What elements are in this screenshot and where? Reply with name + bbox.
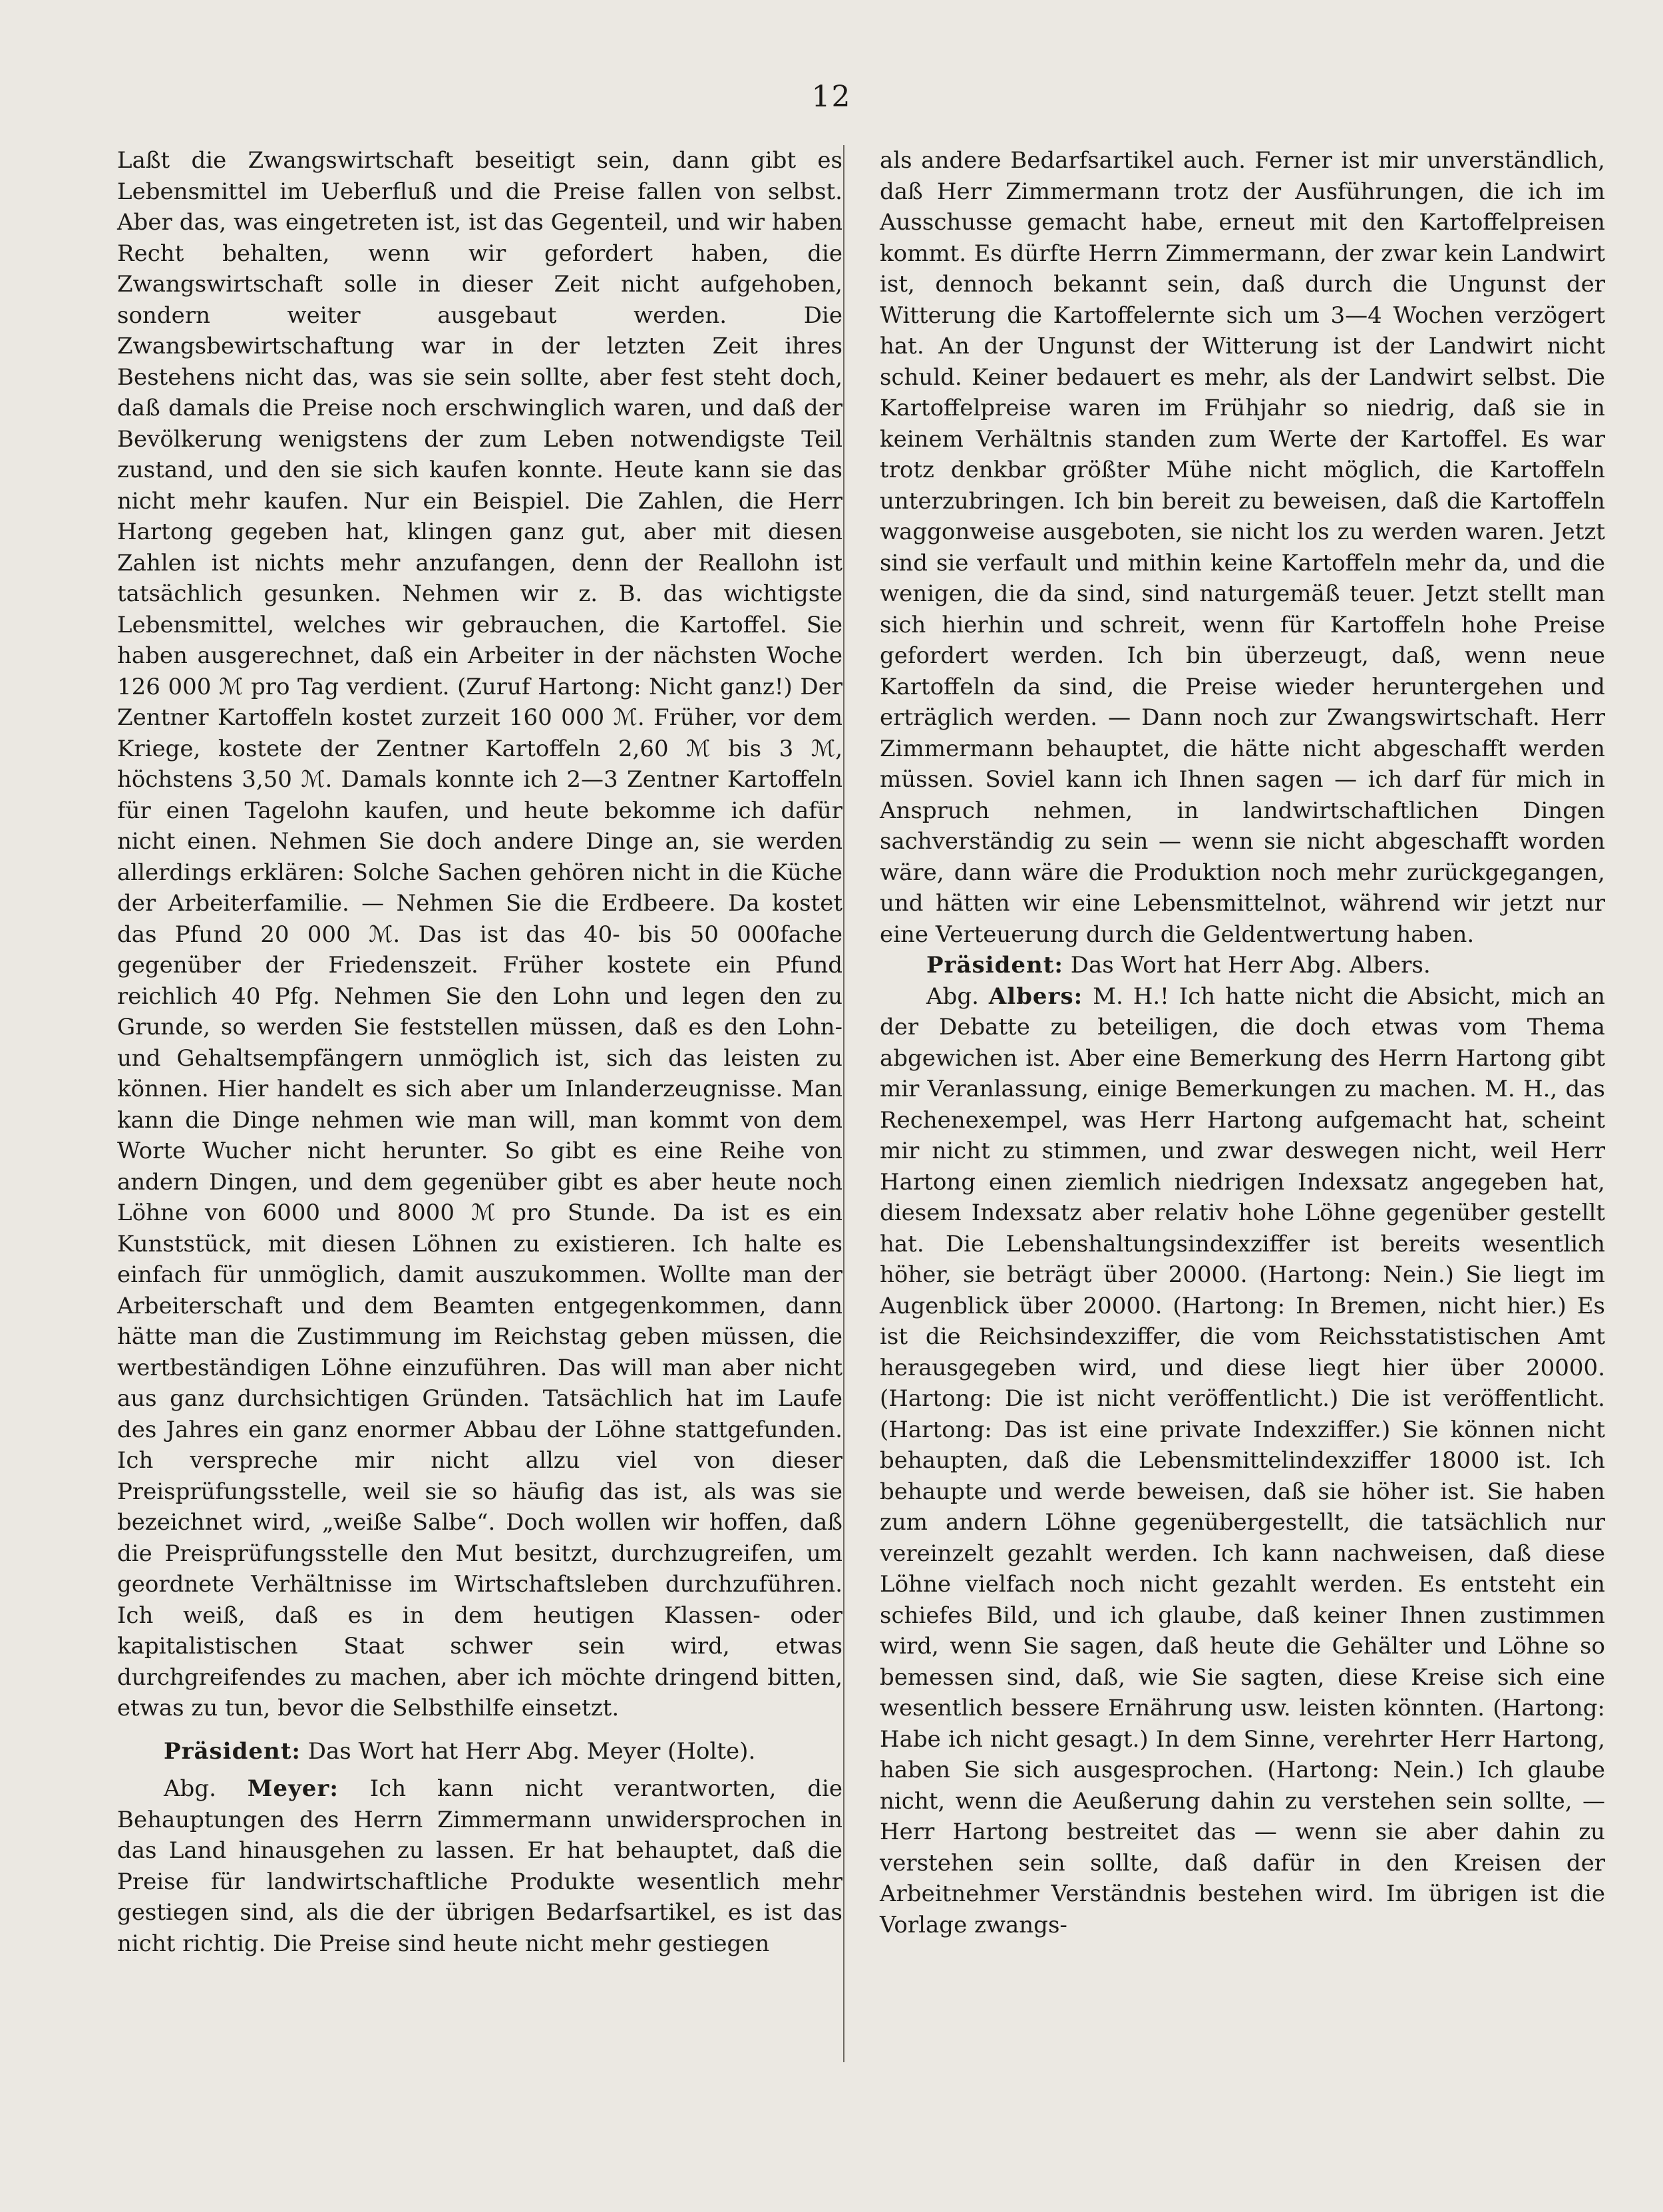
left-column <box>117 145 842 1959</box>
speaker-name: Präsident: <box>164 1737 301 1765</box>
speaker-paragraph <box>880 950 1605 981</box>
speaker-paragraph <box>117 1773 842 1959</box>
page-number: 12 <box>811 80 852 114</box>
speaker-text: Das Wort hat Herr Abg. Meyer (Holte). <box>307 1737 756 1765</box>
speaker-name: Albers: <box>988 983 1083 1010</box>
speaker-prefix: Abg. <box>164 1775 216 1802</box>
speaker-name: Meyer: <box>247 1775 339 1802</box>
speaker-paragraph <box>880 981 1605 1941</box>
column-divider <box>843 145 844 2062</box>
paragraph: Laßt die Zwangswirtschaft beseitigt sein, dann gibt es Lebensmittel im Ueberfluß und die Preise fallen von selbst. Aber das, was eingetreten ist, ist das Gegenteil, und wir haben Recht behalten, wenn wir gefordert haben, die Zwangswirtschaft solle in dieser Zeit nicht aufgehoben, sondern weiter ausgebaut werden. Die Zwangsbewirtschaftung war in der letzten Zeit ihres Bestehens nicht das, was sie sein sollte, aber fest steht doch, daß damals die Preise noch erschwinglich waren, und daß der Bevölkerung wenigstens der zum Leben notwendigste Teil zustand, und den sie sich kaufen konnte. Heute kann sie das nicht mehr kaufen. Nur ein Beispiel. Die Zahlen, die Herr Hartong gegeben hat, klingen ganz gut, aber mit diesen Zahlen ist nichts mehr anzufangen, denn der Reallohn ist tatsächlich gesunken. Nehmen wir z. B. das wichtigste Lebensmittel, welches wir gebrauchen, die Kartoffel. Sie haben ausgerechnet, daß ein Arbeiter in der nächsten Woche 126 000 ℳ pro Tag verdient. (Zuruf Hartong: Nicht ganz!) Der Zentner Kartoffeln kostet zurzeit 160 000 ℳ. Früher, vor dem Kriege, kostete der Zentner Kartoffeln 2,60 ℳ bis 3 ℳ, höchstens 3,50 ℳ. Damals konnte ich 2—3 Zentner Kartoffeln für einen Tagelohn kaufen, und heute bekomme ich dafür nicht einen. Nehmen Sie doch andere Dinge an, sie werden allerdings erklären: Solche Sachen gehören nicht in die Küche der Arbeiterfamilie. — Nehmen Sie die Erdbeere. Da kostet das Pfund 20 000 ℳ. Das ist das 40- bis 50 000fache gegenüber der Friedenszeit. Früher kostete ein Pfund reichlich 40 Pfg. Nehmen Sie den Lohn und legen den zu Grunde, so werden Sie feststellen müssen, daß es den Lohn- und Gehaltsempfängern unmöglich ist, sich das leisten zu können. Hier handelt es sich aber um Inlanderzeugnisse. Man kann die Dinge nehmen wie man will, man kommt von dem Worte Wucher nicht herunter. So gibt es eine Reihe von andern Dingen, und dem gegenüber gibt es aber heute noch Löhne von 6000 und 8000 ℳ pro Stunde. Da ist es ein Kunststück, mit diesen Löhnen zu existieren. Ich halte es einfach für unmöglich, damit auszukommen. Wollte man der Arbeiterschaft und dem Beamten entgegenkommen, dann hätte man die Zustimmung im Reichstag geben müssen, die wertbeständigen Löhne einzuführen. Das will man aber nicht aus ganz durchsichtigen Gründen. Tatsächlich hat im Laufe des Jahres ein ganz enormer Abbau der Löhne stattgefunden. Ich verspreche mir nicht allzu viel von dieser Preisprüfungsstelle, weil sie so häufig das ist, als was sie bezeichnet wird, „weiße Salbe“. Doch wollen wir hoffen, daß die Preisprüfungsstelle den Mut besitzt, durchzugreifen, um geordnete Verhältnisse im Wirtschaftsleben durchzuführen. Ich weiß, daß es in dem heutigen Klassen- oder kapitalistischen Staat schwer sein wird, etwas durchgreifendes zu machen, aber ich möchte dringend bitten, etwas zu tun, bevor die Selbsthilfe einsetzt. <box>117 147 842 1721</box>
speaker-text: Ich kann nicht verantworten, die Behauptungen des Herrn Zimmermann unwidersprochen in das Land hinausgehen zu lassen. Er hat behauptet, daß die Preise für landwirtschaftliche Produkte wesentlich mehr gestiegen sind, als die der übrigen Bedarfsartikel, es ist das nicht richtig. Die Preise sind heute nicht mehr gestiegen <box>117 1775 843 1957</box>
paragraph: als andere Bedarfsartikel auch. Ferner ist mir unverständlich, daß Herr Zimmermann trotz der Ausführungen, die ich im Ausschusse gemacht habe, erneut mit den Kartoffelpreisen kommt. Es dürfte Herrn Zimmermann, der zwar kein Landwirt ist, dennoch bekannt sein, daß durch die Ungunst der Witterung die Kartoffelernte sich um 3—4 Wochen verzögert hat. An der Ungunst der Witterung ist der Landwirt nicht schuld. Keiner bedauert es mehr, als der Landwirt selbst. Die Kartoffelpreise waren im Frühjahr so niedrig, daß sie in keinem Verhältnis standen zum Werte der Kartoffel. Es war trotz denkbar größter Mühe nicht möglich, die Kartoffeln unterzubringen. Ich bin bereit zu beweisen, daß die Kartoffeln waggonweise ausgeboten, sie nicht los zu werden waren. Jetzt sind sie verfault und mithin keine Kartoffeln mehr da, und die wenigen, die da sind, sind naturgemäß teuer. Jetzt stellt man sich hierhin und schreit, wenn für Kartoffeln hohe Preise gefordert werden. Ich bin überzeugt, daß, wenn neue Kartoffeln da sind, die Preise wieder heruntergehen und erträglich werden. — Dann noch zur Zwangswirtschaft. Herr Zimmermann behauptet, die hätte nicht abgeschafft werden müssen. Soviel kann ich Ihnen sagen — ich darf für mich in Anspruch nehmen, in landwirtschaftlichen Dingen sachverständig zu sein — wenn sie nicht abgeschafft worden wäre, dann wäre die Produktion noch mehr zurückgegangen, und hätten wir eine Lebensmittelnot, während wir jetzt nur eine Verteuerung durch die Geldentwertung haben. <box>880 147 1605 948</box>
speaker-paragraph <box>117 1736 842 1767</box>
speaker-text: M. H.! Ich hatte nicht die Absicht, mich an der Debatte zu beteiligen, die doch etwas vom Thema abgewichen ist. Aber eine Bemerkung des Herrn Hartong gibt mir Veranlassung, einige Bemerkungen zu machen. M. H., das Rechenexempel, was Herr Hartong aufgemacht hat, scheint mir nicht zu stimmen, und zwar deswegen nicht, weil Herr Hartong einen ziemlich niedrigen Indexsatz angegeben hat, diesem Indexsatz aber relativ hohe Löhne gegenüber gestellt hat. Die Lebenshaltungsindexziffer ist bereits wesentlich höher, sie beträgt über 20000. (Hartong: Nein.) Sie liegt im Augenblick über 20000. (Hartong: In Bremen, nicht hier.) Es ist die Reichsindexziffer, die vom Reichsstatistischen Amt herausgegeben wird, und diese liegt hier über 20000. (Hartong: Die ist nicht veröffentlicht.) Die ist veröffentlicht. (Hartong: Das ist eine private Indexziffer.) Sie können nicht behaupten, daß die Lebensmittelindexziffer 18000 ist. Ich behaupte und werde beweisen, daß sie höher ist. Sie haben zum andern Löhne gegenübergestellt, die tatsächlich nur vereinzelt gezahlt werden. Ich kann nachweisen, daß diese Löhne vielfach noch nicht gezahlt werden. Es entsteht ein schiefes Bild, und ich glaube, daß keiner Ihnen zustimmen wird, wenn Sie sagen, daß heute die Gehälter und Löhne so bemessen sind, daß, wie Sie sagten, diese Kreise sich eine wesentlich bessere Ernährung usw. leisten könnten. (Hartong: Habe ich nicht gesagt.) In dem Sinne, verehrter Herr Hartong, haben Sie sich ausgesprochen. (Hartong: Nein.) Ich glaube nicht, wenn die Aeußerung dahin zu verstehen sein sollte, — Herr Hartong bestreitet das — wenn sie aber dahin zu verstehen sein sollte, daß dafür in den Kreisen der Arbeitnehmer Verständnis bestehen wird. Im übrigen ist die Vorlage zwangs- <box>880 983 1605 1938</box>
speaker-prefix: Abg. <box>926 983 979 1010</box>
speaker-text: Das Wort hat Herr Abg. Albers. <box>1070 952 1431 979</box>
speaker-name: Präsident: <box>926 952 1063 979</box>
right-column <box>880 145 1605 1940</box>
